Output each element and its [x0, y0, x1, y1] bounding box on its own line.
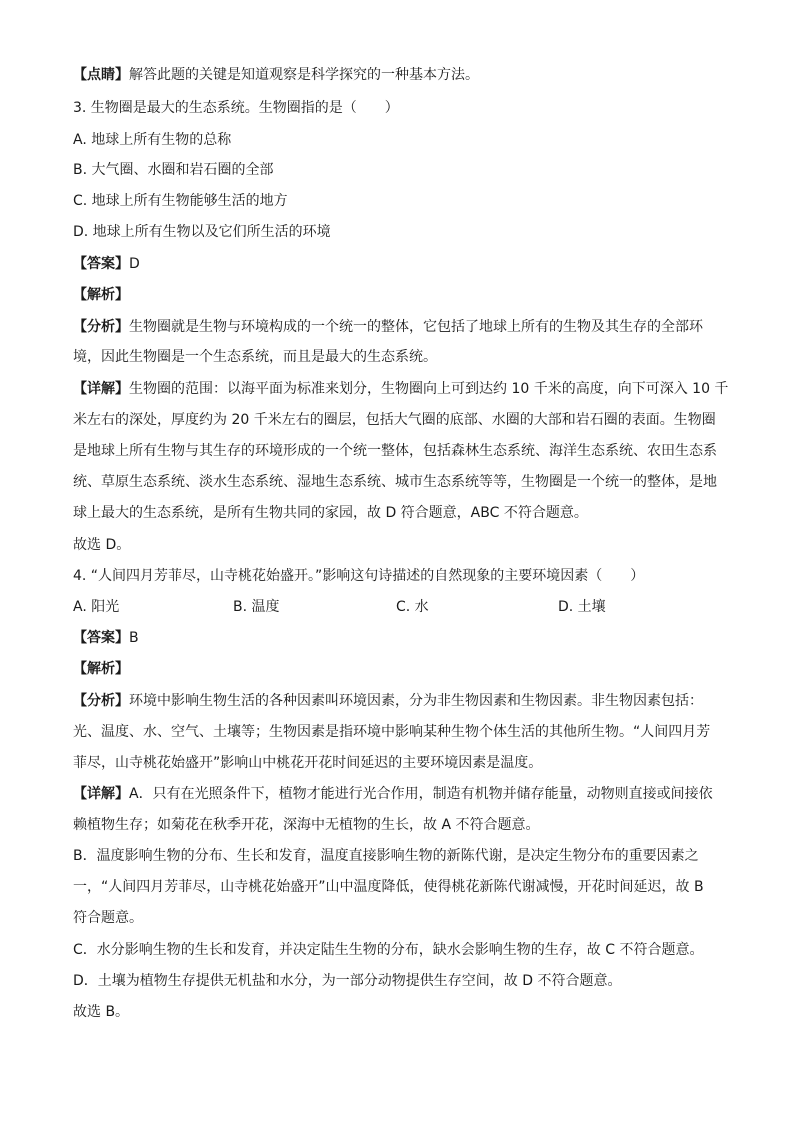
q4-xiangjie-line-5: 符合题意。: [73, 910, 143, 926]
q4-analysis-tag: 【解析】: [73, 661, 129, 677]
q3-xiangjie-line-5: 球上最大的生态系统，是所有生物共同的家园，故 D 符合题意，ABC 不符合题意。: [73, 505, 588, 521]
q4-xiangjie-line-1: [73, 784, 713, 804]
dianjing-tag: 【点睛】: [73, 67, 129, 83]
q4-stem: 4. “人间四月芳菲尽，山寺桃花始盛开。”影响这句诗描述的自然现象的主要环境因素（ ）: [73, 568, 645, 584]
q3-option-a: A. 地球上所有生物的总称: [73, 132, 232, 148]
q3-stem: 3. 生物圈是最大的生态系统。生物圈指的是（ ）: [73, 100, 399, 116]
q3-fenxi-line-2: 境，因此生物圈是一个生态系统，而且是最大的生态系统。: [73, 349, 437, 365]
q3-option-b: B. 大气圈、水圈和岩石圈的全部: [73, 162, 274, 178]
q3-xiangjie-line-2: 米左右的深处，厚度约为 20 千米左右的圈层，包括大气圈的底部、水圈的大部和岩石圈的表面。生物圈: [73, 412, 716, 428]
q4-option-c: C. 水: [396, 599, 429, 615]
q4-xiangjie-line-2: 赖植物生存；如菊花在秋季开花，深海中无植物的生长，故 A 不符合题意。: [73, 817, 540, 833]
q3-fenxi-text-1: 生物圈就是生物与环境构成的一个统一的整体，它包括了地球上所有的生物及其生存的全部环: [129, 319, 703, 335]
q4-option-d: D. 土壤: [558, 599, 606, 615]
q4-fenxi-text-1: 环境中影响生物生活的各种因素叫环境因素，分为非生物因素和生物因素。非生物因素包括：: [129, 693, 703, 709]
q3-answer: [73, 254, 140, 274]
q3-xiangjie-tag: 【详解】: [73, 381, 129, 397]
q3-fenxi-tag: 【分析】: [73, 319, 129, 335]
q4-xiangjie-line-3: B．温度影响生物的分布、生长和发育，温度直接影响生物的新陈代谢，是决定生物分布的重要因素之: [73, 848, 699, 864]
q4-fenxi-line-2: 光、温度、水、空气、土壤等；生物因素是指环境中影响某种生物个体生活的其他所生物。“人间四月芳: [73, 724, 711, 740]
q4-xiangjie-text-1: A．只有在光照条件下，植物才能进行光合作用，制造有机物并储存能量，动物则直接或间接依: [129, 786, 713, 802]
q4-answer: [73, 628, 139, 648]
q4-option-b: B. 温度: [233, 599, 280, 615]
q4-option-a: A. 阳光: [73, 599, 120, 615]
q3-xiangjie-line-3: 是地球上所有生物与其生存的环境形成的一个统一整体，包括森林生态系统、海洋生态系统、农田生态系: [73, 443, 717, 459]
q3-xiangjie-line-4: 统、草原生态系统、淡水生态系统、湿地生态系统、城市生态系统等等，生物圈是一个统一的整体，是地: [73, 474, 717, 490]
q3-option-c: C. 地球上所有生物能够生活的地方: [73, 193, 288, 209]
q3-conclusion: 故选 D。: [73, 537, 131, 553]
q3-xiangjie-text-1: 生物圈的范围：以海平面为标准来划分，生物圈向上可到达约 10 千米的高度，向下可深入 10 千: [129, 381, 729, 397]
q4-answer-tag: 【答案】: [73, 630, 129, 646]
q3-answer-tag: 【答案】: [73, 256, 129, 272]
q4-xiangjie-line-7: D．土壤为植物生存提供无机盐和水分，为一部分动物提供生存空间，故 D 不符合题意。: [73, 973, 622, 989]
q4-xiangjie-line-4: 一，“人间四月芳菲尽，山寺桃花始盛开”山中温度降低，使得桃花新陈代谢减慢，开花时间延迟，故 B: [73, 879, 704, 895]
q4-answer-value: B: [129, 630, 139, 646]
q4-conclusion: 故选 B。: [73, 1004, 130, 1020]
q4-fenxi-line-3: 菲尽，山寺桃花始盛开”影响山中桃花开花时间延迟的主要环境因素是温度。: [73, 755, 543, 771]
q4-xiangjie-line-6: C．水分影响生物的生长和发育，并决定陆生生物的分布，缺水会影响生物的生存，故 C 不符合题意。: [73, 942, 704, 958]
q4-fenxi-tag: 【分析】: [73, 693, 129, 709]
q3-analysis-tag: 【解析】: [73, 287, 129, 303]
q4-xiangjie-tag: 【详解】: [73, 786, 129, 802]
dianjing-text: 解答此题的关键是知道观察是科学探究的一种基本方法。: [129, 67, 479, 83]
q3-xiangjie-line-1: [73, 379, 728, 399]
q3-fenxi-line-1: [73, 317, 703, 337]
dianjing-paragraph: [73, 65, 479, 85]
q3-answer-value: D: [129, 256, 140, 272]
q4-fenxi-line-1: [73, 691, 703, 711]
q3-option-d: D. 地球上所有生物以及它们所生活的环境: [73, 224, 331, 240]
